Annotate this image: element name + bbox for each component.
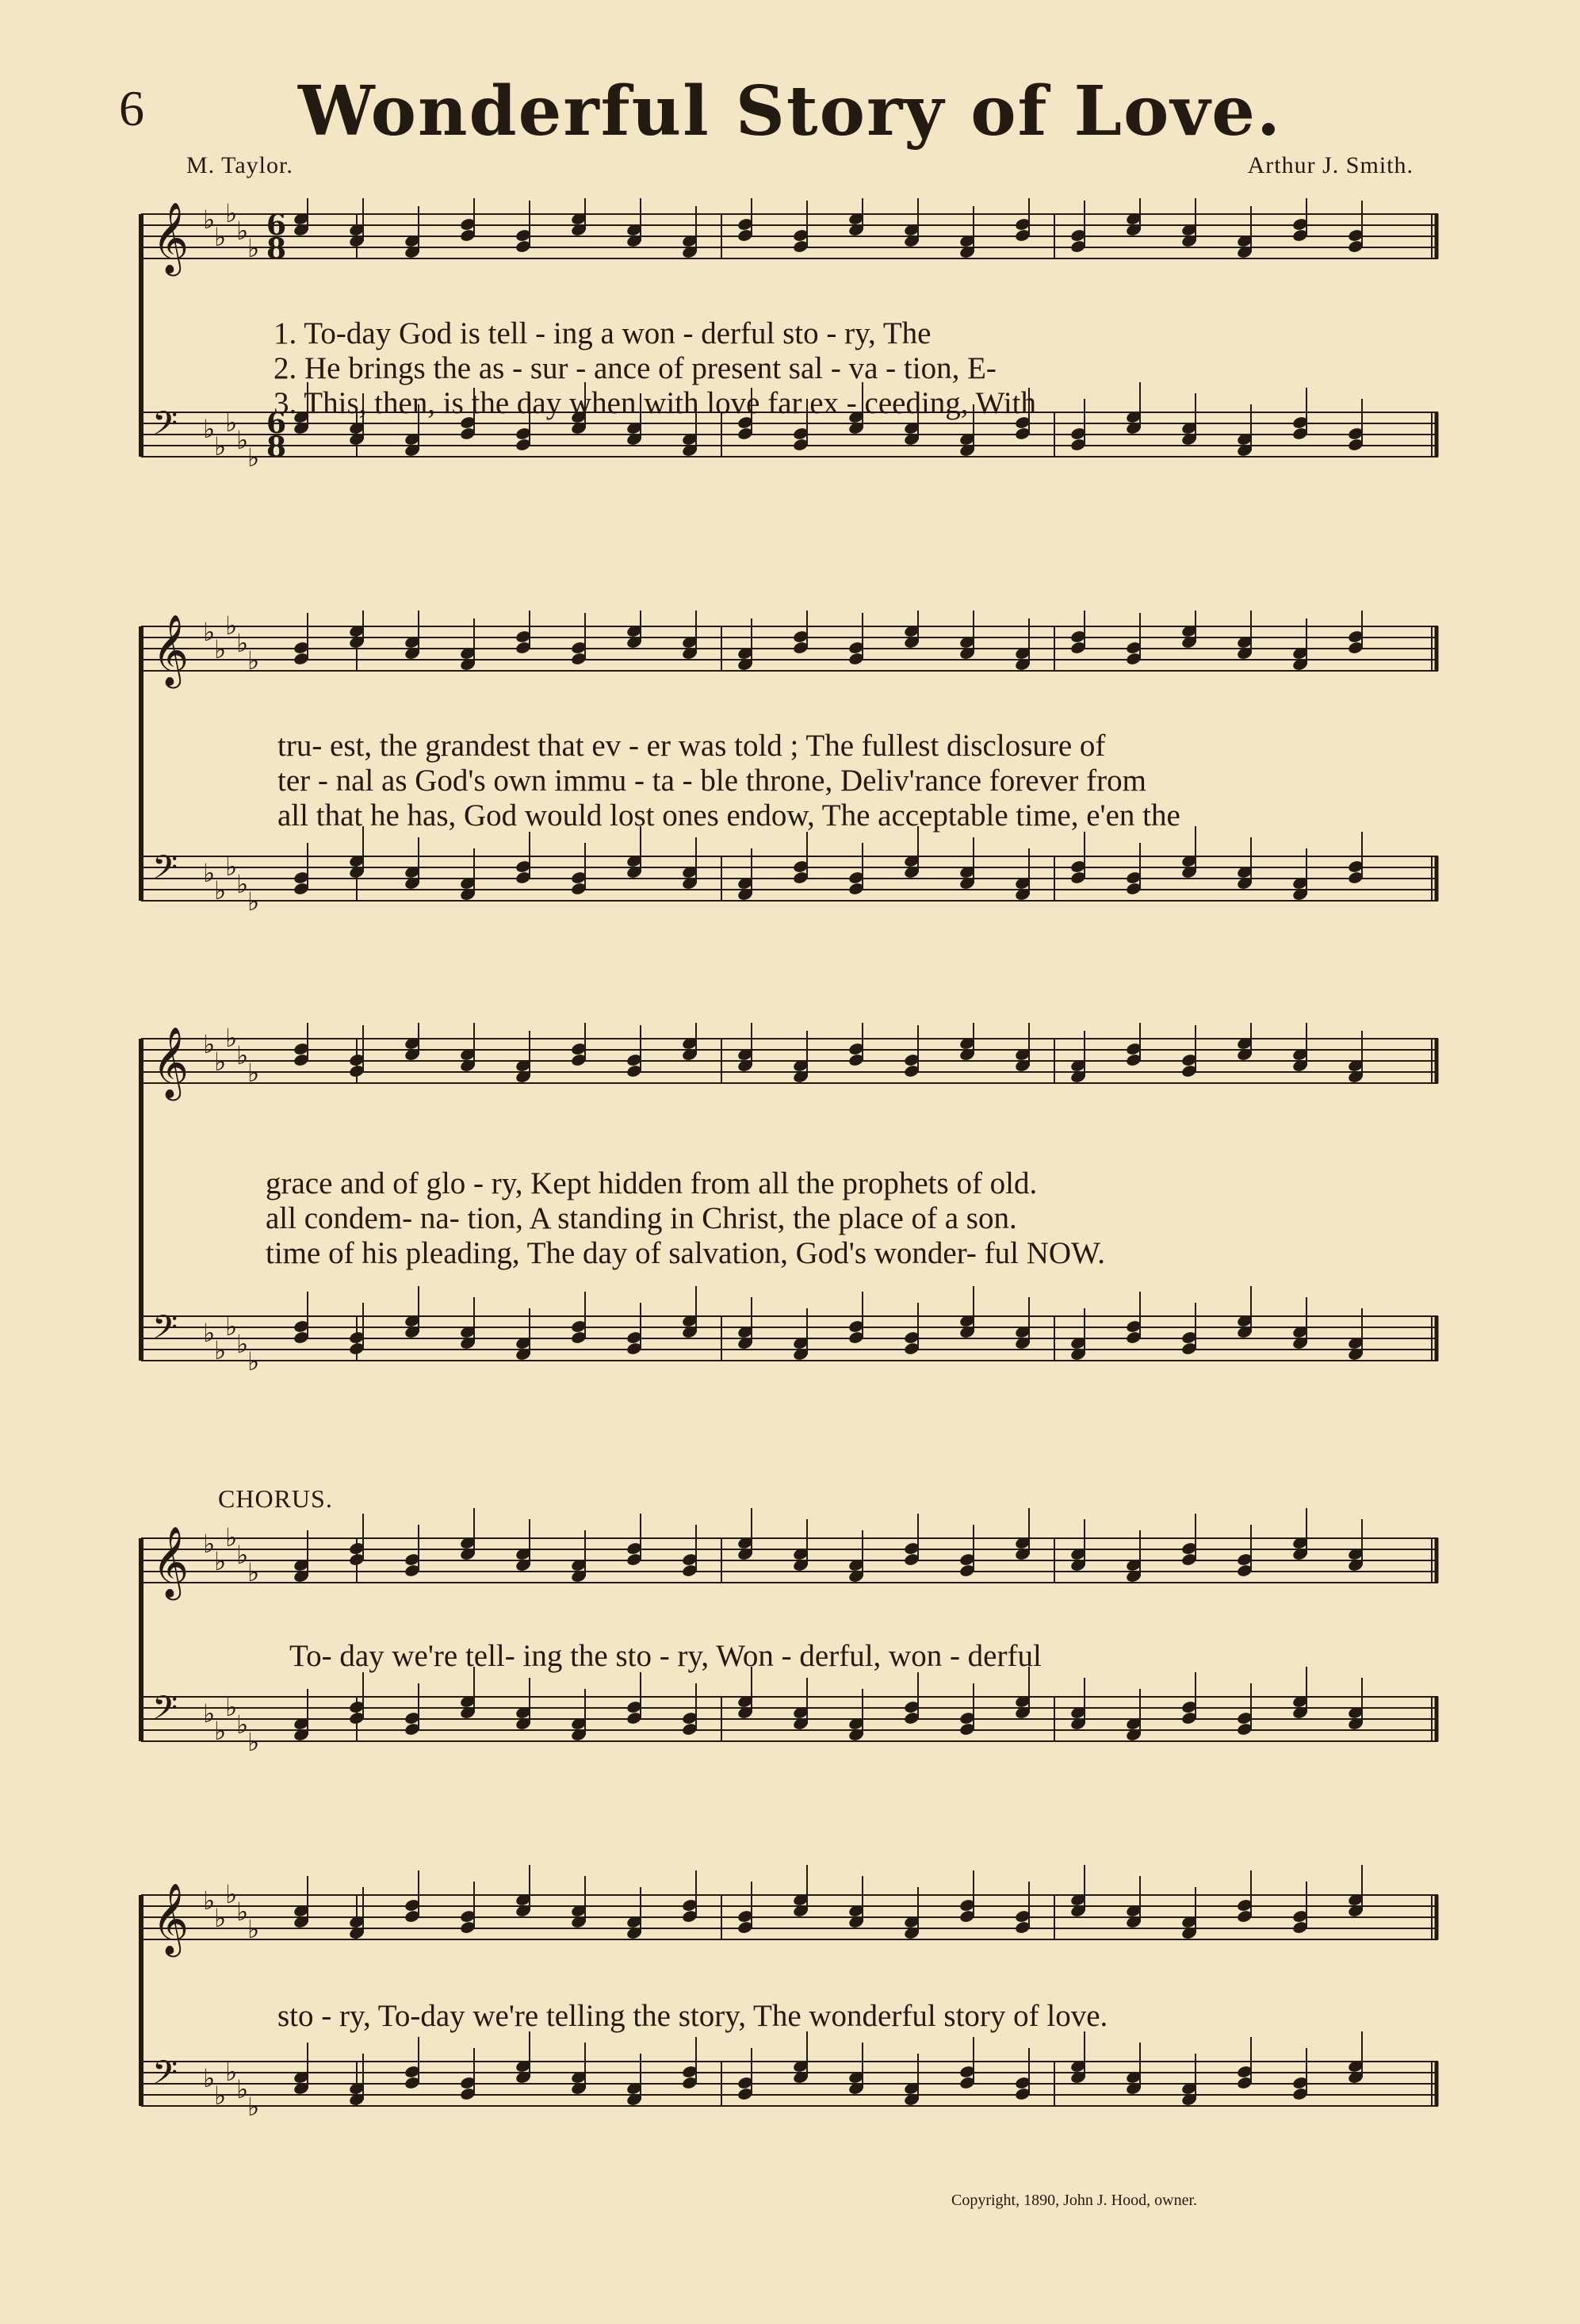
hymn-title: Wonderful Story of Love. <box>298 71 1282 151</box>
svg-text:♭: ♭ <box>225 1023 238 1053</box>
svg-text:♭: ♭ <box>214 1546 227 1576</box>
svg-text:𝄢: 𝄢 <box>152 1689 178 1735</box>
svg-text:♭: ♭ <box>203 1529 216 1559</box>
lyric-line-2-1: tru- est, the grandest that ev - er was told ; The fullest disclosure of <box>277 729 1106 763</box>
svg-text:♭: ♭ <box>247 1914 260 1944</box>
svg-text:♭: ♭ <box>236 1540 249 1570</box>
svg-text:♭: ♭ <box>225 1311 238 1342</box>
svg-text:♭: ♭ <box>203 1318 216 1348</box>
svg-text:♭: ♭ <box>225 2057 238 2087</box>
svg-text:♭: ♭ <box>214 1903 227 1933</box>
svg-text:♭: ♭ <box>247 1058 260 1088</box>
svg-text:♭: ♭ <box>203 617 216 647</box>
svg-text:♭: ♭ <box>247 2092 260 2122</box>
copyright-notice: Copyright, 1890, John J. Hood, owner. <box>951 2192 1197 2209</box>
music-system-2 <box>119 611 1443 959</box>
svg-text:𝄢: 𝄢 <box>152 404 178 450</box>
svg-text:♭: ♭ <box>236 2074 249 2104</box>
svg-text:♭: ♭ <box>225 1522 238 1553</box>
svg-text:𝄞: 𝄞 <box>152 1883 189 1955</box>
svg-text:𝄢: 𝄢 <box>152 2054 178 2100</box>
lyric-line-1-3: 3. This, then, is the day when with love far ex - ceeding, With <box>274 386 1037 420</box>
svg-text:♭: ♭ <box>225 408 238 438</box>
svg-text:♭: ♭ <box>236 1897 249 1927</box>
svg-text:♭: ♭ <box>203 2063 216 2093</box>
music-system-5 <box>119 1840 1443 2188</box>
lyric-line-1-2: 2. He brings the as - sur - ance of present sal - va - tion, E- <box>274 351 997 385</box>
lyric-line-3-1: grace and of glo - ry, Kept hidden from all the prophets of old. <box>266 1166 1038 1200</box>
svg-text:♭: ♭ <box>247 233 260 263</box>
svg-text:♭: ♭ <box>203 205 216 235</box>
svg-text:♭: ♭ <box>203 414 216 444</box>
svg-text:♭: ♭ <box>236 425 249 455</box>
svg-text:♭: ♭ <box>236 1329 249 1359</box>
svg-text:♭: ♭ <box>247 1727 260 1757</box>
page-number: 6 <box>119 80 144 136</box>
svg-text:𝄢: 𝄢 <box>152 848 178 894</box>
svg-text:♭: ♭ <box>236 1709 249 1740</box>
svg-text:♭: ♭ <box>214 1047 227 1077</box>
svg-text:𝄢: 𝄢 <box>152 1308 178 1354</box>
svg-text:♭: ♭ <box>236 216 249 246</box>
music-system-3 <box>119 1023 1443 1451</box>
svg-text:♭: ♭ <box>214 1335 227 1365</box>
svg-text:♭: ♭ <box>203 1029 216 1059</box>
lyric-line-4-1: To- day we're tell- ing the sto - ry, Won - derful, won - derful <box>289 1639 1042 1673</box>
svg-text:6: 6 <box>266 407 287 440</box>
lyric-line-2-2: ter - nal as God's own immu - ta - ble throne, Deliv'rance forever from <box>277 764 1146 798</box>
svg-text:♭: ♭ <box>225 611 238 641</box>
svg-text:♭: ♭ <box>203 858 216 888</box>
lyric-line-3-3: time of his pleading, The day of salvation, God's wonder- ful NOW. <box>266 1236 1106 1270</box>
svg-text:♭: ♭ <box>214 875 227 905</box>
svg-text:8: 8 <box>266 431 287 464</box>
svg-text:♭: ♭ <box>236 628 249 658</box>
svg-text:𝄞: 𝄞 <box>152 1027 189 1098</box>
chorus-label: CHORUS. <box>218 1484 333 1513</box>
svg-text:♭: ♭ <box>214 431 227 461</box>
svg-text:♭: ♭ <box>225 1692 238 1722</box>
svg-text:8: 8 <box>266 232 287 266</box>
svg-text:♭: ♭ <box>214 2081 227 2111</box>
svg-text:♭: ♭ <box>247 886 260 917</box>
music-system-4 <box>119 1475 1443 1808</box>
svg-text:♭: ♭ <box>203 1698 216 1729</box>
svg-text:♭: ♭ <box>236 869 249 899</box>
svg-text:♭: ♭ <box>214 1716 227 1746</box>
svg-text:𝄞: 𝄞 <box>152 615 189 686</box>
composer-credit: Arthur J. Smith. <box>1247 152 1414 178</box>
lyricist-credit: M. Taylor. <box>186 152 293 178</box>
svg-text:♭: ♭ <box>225 198 238 228</box>
music-system-1 <box>119 198 1443 547</box>
lyric-line-2-3: all that he has, God would lost ones endow, The acceptable time, e'en the <box>277 798 1180 833</box>
svg-text:𝄞: 𝄞 <box>152 1526 189 1598</box>
svg-text:♭: ♭ <box>236 1040 249 1070</box>
svg-text:♭: ♭ <box>203 1886 216 1916</box>
svg-text:♭: ♭ <box>247 1557 260 1587</box>
svg-text:♭: ♭ <box>225 1879 238 1909</box>
svg-text:♭: ♭ <box>247 645 260 676</box>
svg-text:♭: ♭ <box>225 852 238 882</box>
lyric-line-1-1: 1. To-day God is tell - ing a won - derful sto - ry, The <box>274 316 932 350</box>
svg-text:𝄞: 𝄞 <box>152 202 189 274</box>
lyric-line-5-1: sto - ry, To-day we're telling the story, The wonderful story of love. <box>277 1999 1108 2033</box>
svg-text:6: 6 <box>266 209 287 242</box>
lyric-line-3-2: all condem- na- tion, A standing in Christ, the place of a son. <box>266 1201 1017 1235</box>
svg-text:♭: ♭ <box>214 634 227 664</box>
svg-text:♭: ♭ <box>214 222 227 252</box>
svg-text:♭: ♭ <box>247 1346 260 1376</box>
svg-text:♭: ♭ <box>247 442 260 473</box>
